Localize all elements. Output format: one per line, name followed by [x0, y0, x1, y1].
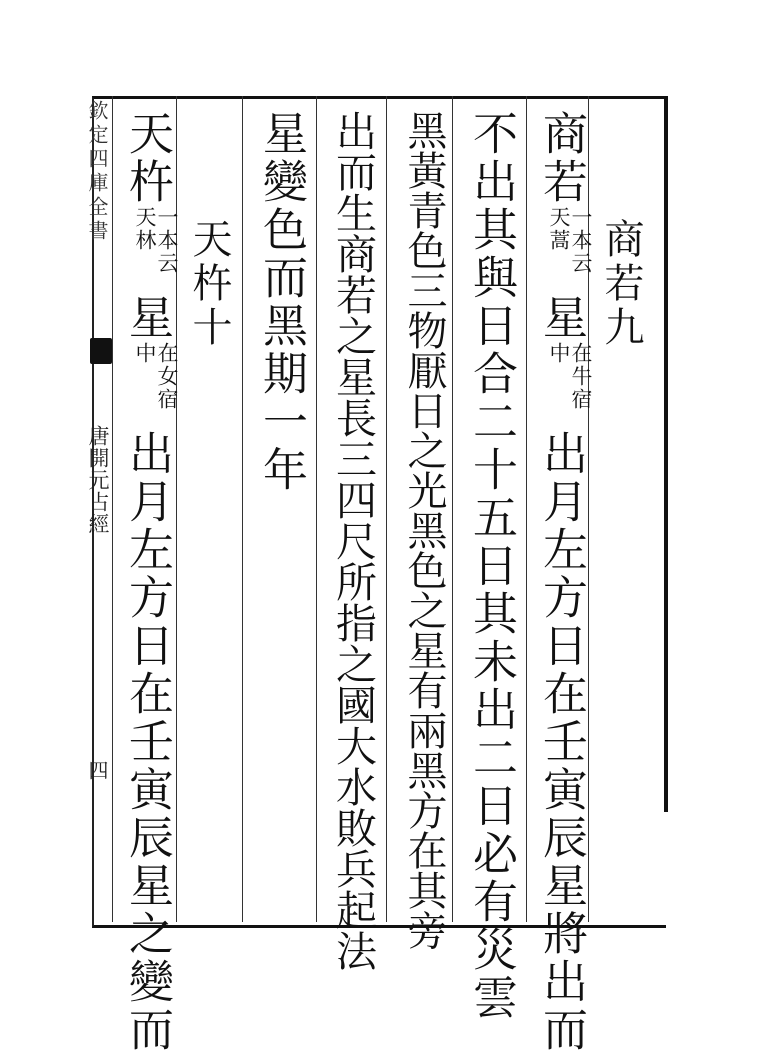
page-number: 四	[85, 760, 109, 780]
column-rule	[316, 96, 317, 922]
annotation-note: 在牛宿中	[547, 342, 593, 411]
column-rule	[112, 96, 113, 922]
book-title: 唐開元占經	[86, 425, 110, 535]
annotation-note: 在女宿中	[133, 342, 179, 411]
fishtail-mark	[90, 338, 112, 364]
text-column-1	[530, 110, 593, 1054]
column-rule	[386, 96, 387, 922]
text-column-4: 出而生商若之星長三四尺所指之國大水敗兵起法	[329, 110, 377, 971]
column-text: 商若	[535, 110, 588, 206]
column-text: 星	[535, 294, 588, 342]
text-column-3: 黑黃青色三物厭日之光黑色之星有兩黑方在其旁	[401, 110, 447, 950]
margin-header-glyphs: 欽定四庫全書	[85, 100, 109, 244]
frame-right-border	[664, 96, 668, 812]
column-text: 天杵	[121, 110, 174, 206]
annotation-note: 一本云天蒿	[547, 206, 593, 275]
section-heading-tianchu: 天杵十	[186, 218, 232, 350]
column-text: 出月左方日在壬寅辰星將出而	[535, 430, 588, 1054]
text-column-5: 星變色而黑期一年	[255, 110, 308, 494]
section-heading-shangruo: 商若九	[598, 218, 644, 350]
annotation-note: 一本云天林	[133, 206, 179, 275]
text-column-2: 不出其與日合二十五日其未出二日必有災雲	[465, 110, 518, 1022]
column-text: 出月左方日在壬寅辰星之變而	[121, 430, 174, 1054]
column-rule	[526, 96, 527, 922]
column-text: 星	[121, 294, 174, 342]
column-rule	[242, 96, 243, 922]
text-column-6	[116, 110, 179, 1054]
